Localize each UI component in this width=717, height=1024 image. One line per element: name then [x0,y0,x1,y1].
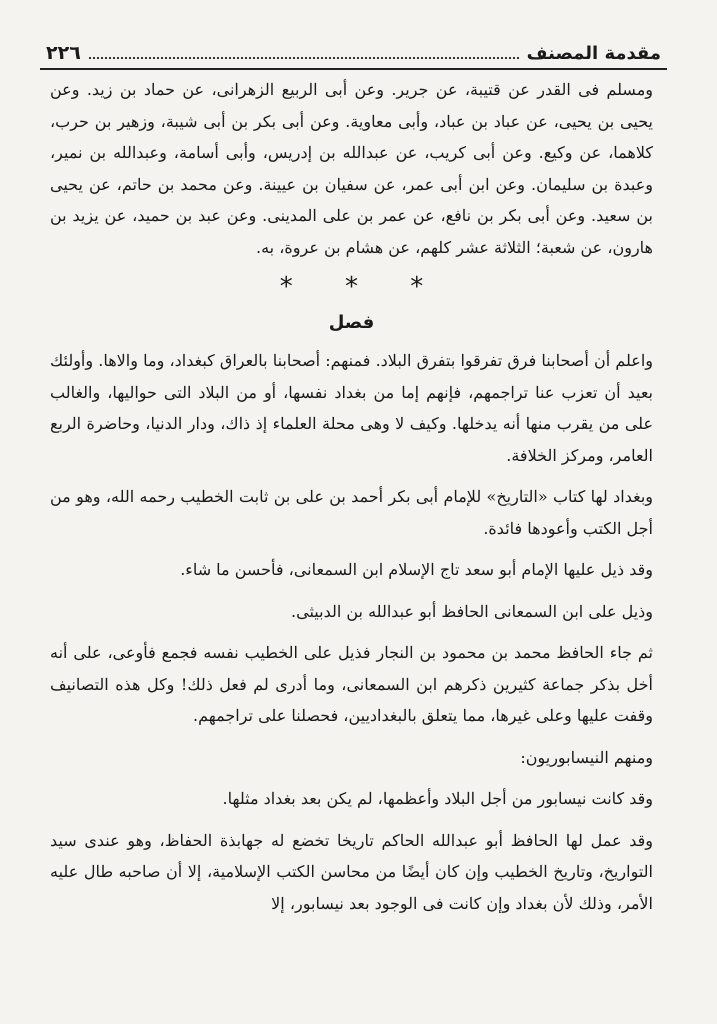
section-separator: * * * [279,272,446,302]
header-rule [40,68,667,70]
paragraph: وذيل على ابن السمعانى الحافظ أبو عبدالله بن الدبيثى. [291,601,653,621]
paragraph: وقد عمل لها الحافظ أبو عبدالله الحاكم تاريخا تخضع له جهابذة الحفاظ، وهو عندى سيد التواريخ، وتاريخ الخطيب وإن كان أيضًا من محاسن الكتب الإسلامية، إلا أن صاحبه طال عليه الأمر، وذلك لأن بغداد وإن كانت فى الوجود بعد نيسابور، إلا [50,830,653,913]
section-title: فصل [328,312,375,333]
paragraph-heading: ومنهم النيسابوريون: [520,747,653,767]
page-number: ٢٢٦ [46,42,81,64]
page-body [50,74,653,919]
header-title: مقدمة المصنف [526,43,661,64]
paragraph: وبغداد لها كتاب «التاريخ» للإمام أبى بكر أحمد بن على بن ثابت الخطيب رحمه الله، وهو من أجل الكتب وأعودها فائدة. [50,487,653,538]
paragraph: وقد كانت نيسابور من أجل البلاد وأعظمها، لم يكن بعد بغداد مثلها. [222,789,653,808]
running-header [46,34,661,64]
paragraph-isnad: ومسلم فى القدر عن قتيبة، عن جرير. وعن أبى الربيع الزهرانى، عن حماد بن زيد. وعن يحيى بن يحيى، عن عباد بن عباد، وأبى معاوية. وعن أبى بكر بن أبى شيبة، وزهير بن حرب، كلاهما، عن وكيع. وعن أبى كريب، عن عبدالله بن إدريس، وأبى أسامة، وعبدالله بن نمير، وعبدة بن سليمان. وعن ابن أبى عمر، عن سفيان بن عيينة. وعن محمد بن حاتم، عن يحيى بن سعيد. وعن أبى بكر بن نافع، عن عمر بن على المدينى. وعن عبد بن حميد، عن يزيد بن هارون، عن شعبة؛ الثلاثة عشر كلهم، عن هشام بن عروة، به. [50,80,653,257]
paragraph: واعلم أن أصحابنا فرق تفرقوا بتفرق البلاد. فمنهم: أصحابنا بالعراق كبغداد، وما والاها. وأولئك بعيد أن تعزب عنا تراجمهم، فإنهم إما من بغداد نفسها، أو من البلاد التى حواليها، والغالب على من يقرب منها أنه يدخلها. وكيف لا وهى محلة العلماء إذ ذاك، ودار الدنيا، وحاضرة الربع العامر، ومركز الخلافة. [50,351,654,465]
paragraph: ثم جاء الحافظ محمد بن محمود بن النجار فذيل على الخطيب نفسه فجمع فأوعى، على أنه أخل بذكر جماعة كثيرين ذكرهم ابن السمعانى، وما أدرى لم فعل ذلك! وكل هذه التصانيف وقفت عليها وعلى غيرها، مما يتعلق بالبغداديين، فحصلنا على تراجمهم. [50,643,654,725]
header-dot-leader [89,57,519,59]
paragraph: وقد ذيل عليها الإمام أبو سعد تاج الإسلام ابن السمعانى، فأحسن ما شاء. [180,560,653,579]
